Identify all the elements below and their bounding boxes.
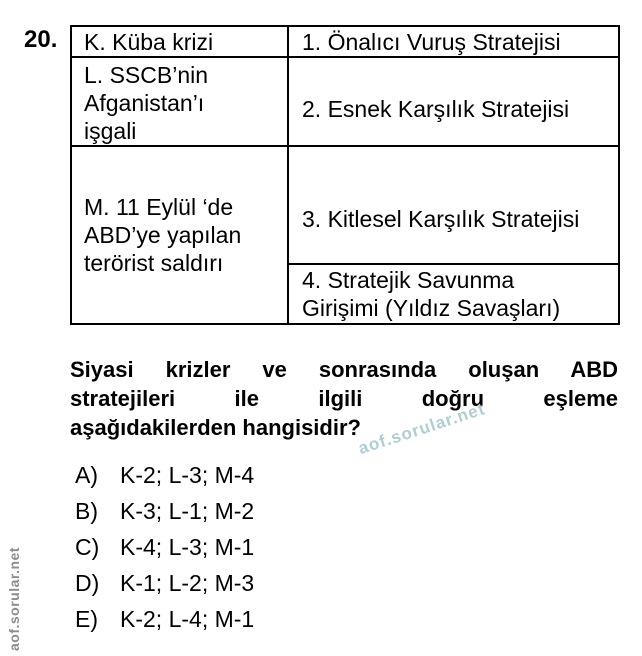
cell-line: Girişimi (Yıldız Savaşları) [302,295,561,321]
table-cell-3 [288,146,619,264]
option-text: K-1; L-2; M-3 [120,570,255,596]
matching-table [70,25,620,325]
table-cell-l [71,57,288,146]
question-number: 20. [24,26,58,53]
table-cell-1 [288,26,619,57]
table-cell-k [71,26,288,57]
cell-line: ABD’ye yapılan [84,222,242,248]
watermark-diagonal: aof.sorular.net [356,399,488,459]
option-b [75,498,254,534]
option-letter: D) [75,570,100,596]
option-text: K-2; L-4; M-1 [120,606,255,632]
cell-line: K. Küba krizi [84,28,214,55]
option-letter: A) [75,462,98,488]
cell-line: M. 11 Eylül ‘de [84,194,234,220]
option-text: K-3; L-1; M-2 [120,498,255,524]
watermark-vertical: aof.sorular.net [6,547,22,651]
option-c [75,534,254,570]
table-cell-4 [288,264,619,324]
option-letter: C) [75,534,100,560]
option-a [75,462,254,498]
cell-line: 3. Kitlesel Karşılık Stratejisi [302,205,580,232]
option-d [75,570,254,606]
cell-line: 2. Esnek Karşılık Stratejisi [302,95,570,122]
cell-line: 4. Stratejik Savunma [302,267,515,293]
question-line: Siyasi krizler ve sonrasında oluşan ABD [70,357,618,382]
question-text [70,355,618,442]
table-cell-2 [288,57,619,146]
cell-line: işgali [84,118,137,144]
cell-line: L. SSCB’nin [84,62,209,88]
cell-line: Afganistan’ı [84,90,205,116]
option-e [75,606,254,642]
question-line: stratejileri ile ilgili doğru eşleme [70,386,618,411]
question-line: aşağıdakilerden hangisidir? [70,415,361,440]
option-letter: E) [75,606,98,632]
option-letter: B) [75,498,98,524]
options-list [75,462,254,642]
cell-line: 1. Önalıcı Vuruş Stratejisi [302,28,561,55]
option-text: K-2; L-3; M-4 [120,462,255,488]
cell-line: terörist saldırı [84,250,224,276]
table-cell-m [71,146,288,324]
option-text: K-4; L-3; M-1 [120,534,255,560]
